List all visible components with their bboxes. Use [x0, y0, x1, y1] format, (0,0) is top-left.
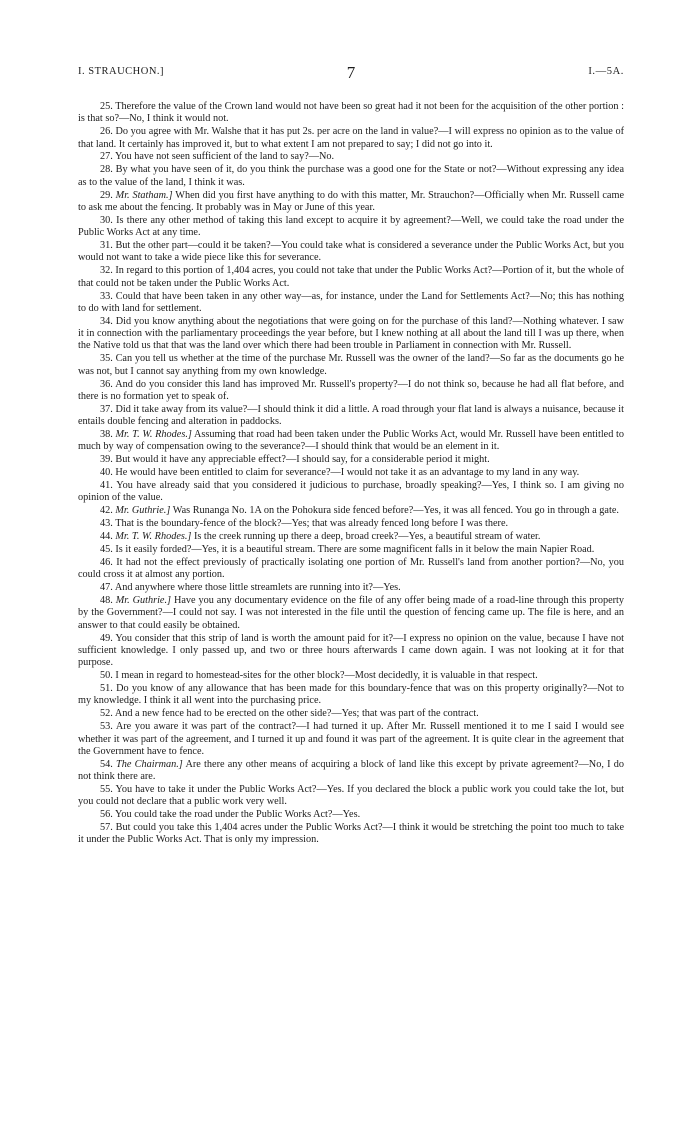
question-text: You have not seen sufficient of the land to say?—No.: [115, 151, 335, 163]
question-answer: [78, 670, 624, 682]
question-answer: [78, 151, 624, 163]
question-answer: [78, 784, 624, 809]
question-answer: [78, 190, 624, 215]
question-answer: [78, 505, 624, 517]
question-text: But the other part—could it be taken?—You could take what is considered a severance under the Public Works Act, but you would not want to take a wide piece like this for severance.: [78, 240, 624, 264]
question-text: You consider that this strip of land is worth the amount paid for it?—I express no opinion on the value, because I have not sufficient knowledge. I only passed up, and two or three hours afterwards I came down again. I was not looking at it for that purpose.: [78, 632, 624, 669]
question-text: But could you take this 1,404 acres under the Public Works Act?—I think it would be stretching the point too much to take it under the Public Works Act. That is only my impression.: [78, 822, 624, 846]
question-number: 42.: [100, 505, 113, 517]
question-answer: [78, 518, 624, 530]
page-header: [78, 63, 624, 82]
question-answer: [78, 708, 624, 720]
question-text: Do you agree with Mr. Walshe that it has put 2s. per acre on the land in value?—I will express no opinion as to the value of that land. It certainly has improved it, but to what extent I am not prepared to say; I did not go into it.: [78, 126, 624, 150]
speaker-name: Mr. T. W. Rhodes.]: [115, 429, 192, 441]
speaker-name: Mr. T. W. Rhodes.]: [115, 531, 192, 543]
question-text: Therefore the value of the Crown land would not have been so great had it not been for the acquisition of the other portion : is that so?—No, I think it would not.: [78, 101, 624, 125]
question-text: You could take the road under the Public Works Act?—Yes.: [115, 809, 361, 821]
question-number: 50.: [100, 670, 113, 682]
question-text: By what you have seen of it, do you think the purchase was a good one for the State or not?—Without expressing any idea as to the value of the land, I think it was.: [78, 164, 624, 188]
question-answer: [78, 467, 624, 479]
question-text: And anywhere where those little streamlets are running into it?—Yes.: [114, 582, 401, 594]
question-answer: [78, 101, 624, 126]
question-text: And a new fence had to be erected on the other side?—Yes; that was part of the contract.: [114, 708, 479, 720]
question-number: 41.: [100, 480, 113, 492]
question-number: 47.: [100, 582, 113, 594]
question-number: 35.: [100, 353, 113, 365]
question-text: In regard to this portion of 1,404 acres, you could not take that under the Public Works Act?—Portion of it, but the whole of that could not be taken under the Public Works Act.: [78, 265, 625, 289]
question-number: 36.: [100, 378, 113, 390]
question-answer: [78, 126, 624, 151]
question-number: 56.: [100, 809, 113, 821]
question-answer: [78, 291, 624, 316]
question-text: Do you know of any allowance that has been made for this boundary-fence that was on this property originally?—Not to my knowledge. I think it all went into the purchasing price.: [78, 683, 625, 707]
question-number: 34.: [100, 315, 113, 327]
question-answer: [78, 316, 624, 353]
question-number: 54.: [100, 758, 113, 770]
question-text: Is the creek running up there a deep, broad creek?—Yes, a beautiful stream of water.: [193, 531, 541, 543]
question-answer: [78, 759, 624, 784]
question-answer: [78, 240, 624, 265]
question-number: 28.: [100, 164, 113, 176]
question-text: Can you tell us whether at the time of the purchase Mr. Russell was the owner of the land?—So far as the documents go he was not, but I cannot say anything from my own knowledge.: [78, 353, 624, 377]
speaker-name: Mr. Statham.]: [115, 189, 173, 201]
question-number: 55.: [100, 783, 113, 795]
question-text: Are you aware it was part of the contract?—I had turned it up. After Mr. Russell mentioned it to me I said I would see whether it was part of the agreement, and I turned it up and found it was part of the agreement. It is quite clear in the agreement that the Government have to fence.: [78, 721, 625, 757]
question-number: 52.: [100, 708, 113, 720]
testimony-body: [78, 101, 624, 847]
question-number: 43.: [100, 518, 113, 530]
document-reference: I.—5A.: [588, 66, 624, 77]
speaker-name: Mr. Guthrie.]: [115, 594, 172, 606]
question-number: 37.: [100, 403, 113, 415]
question-number: 48.: [100, 594, 113, 606]
question-number: 46.: [100, 556, 113, 568]
question-answer: [78, 557, 624, 582]
question-number: 53.: [100, 721, 113, 733]
question-text: Have you any documentary evidence on the file of any offer being made of a road-line through this property by the Government?—I could not say. I was not interested in the file until the question of fencing came up. The file is here, and an answer to that could easily be obtained.: [78, 594, 625, 631]
question-answer: [78, 721, 624, 758]
question-text: You have to take it under the Public Works Act?—Yes. If you declared the block a public work you could take the lot, but you could not declare that a public work very well.: [78, 783, 625, 808]
question-answer: [78, 683, 624, 708]
question-number: 33.: [100, 290, 113, 302]
question-answer: [78, 633, 624, 670]
question-text: When did you first have anything to do with this matter, Mr. Strauchon?—Officially when Mr. Russell came to ask me about the fencing. It probably was in May or June of this year.: [78, 189, 624, 213]
question-text: Did you know anything about the negotiations that were going on for the purchase of this land?—Nothing whatever. I saw it in connection with the parliamentary proceedings the year before, but I knew nothing at all about the land till I was up there, when the Native told us that that was the land over which there had been trouble in Parliament in connection with Mr. Russell.: [78, 315, 624, 352]
question-text: He would have been entitled to claim for severance?—I would not take it as an advantage to my land in any way.: [115, 467, 580, 479]
question-number: 29.: [100, 189, 113, 201]
witness-name: I. STRAUCHON.]: [78, 66, 165, 77]
question-answer: [78, 809, 624, 821]
question-answer: [78, 531, 624, 543]
question-text: And do you consider this land has improved Mr. Russell's property?—I do not think so, because he had all flat before, and there is no formation yet to speak of.: [78, 378, 624, 402]
question-answer: [78, 822, 624, 847]
question-text: Did it take away from its value?—I should think it did a little. A road through your flat land is always a nuisance, because it entails double fencing and alteration in paddocks.: [78, 403, 624, 428]
speaker-name: The Chairman.]: [116, 758, 183, 770]
question-answer: [78, 480, 624, 505]
question-answer: [78, 379, 624, 404]
question-text: Are there any other means of acquiring a block of land like this except by private agreement?—No, I do not think there are.: [78, 758, 625, 783]
question-number: 26.: [100, 126, 113, 138]
question-answer: [78, 582, 624, 594]
question-number: 30.: [100, 214, 113, 226]
question-answer: [78, 215, 624, 240]
question-number: 31.: [100, 240, 113, 252]
question-answer: [78, 404, 624, 429]
question-text: That is the boundary-fence of the block?—Yes; that was already fenced long before I was there.: [115, 518, 509, 530]
question-text: Could that have been taken in any other way—as, for instance, under the Land for Settlements Act?—No; this has nothing to do with land for settlement.: [78, 290, 624, 314]
question-number: 45.: [100, 543, 113, 555]
question-text: But would it have any appreciable effect?—I should say, for a considerable period it might.: [115, 454, 490, 466]
question-text: Is it easily forded?—Yes, it is a beautiful stream. There are some magnificent falls in it below the main Napier Road.: [115, 543, 595, 555]
question-answer: [78, 164, 624, 189]
question-number: 44.: [100, 531, 113, 543]
question-answer: [78, 353, 624, 378]
page-number: 7: [346, 63, 356, 82]
question-text: It had not the effect previously of practically isolating one portion of Mr. Russell's land from another portion?—No, you could cross it at almost any portion.: [78, 556, 625, 581]
question-number: 40.: [100, 467, 113, 479]
question-answer: [78, 544, 624, 556]
question-answer: [78, 265, 624, 290]
question-text: I mean in regard to homestead-sites for the other block?—Most decidedly, it is valuable in that respect.: [115, 670, 538, 682]
question-text: Was Runanga No. 1A on the Pohokura side fenced before?—Yes, it was all fenced. You go in through a gate.: [172, 505, 619, 517]
question-answer: [78, 595, 624, 632]
speaker-name: Mr. Guthrie.]: [115, 505, 171, 517]
question-number: 27.: [100, 151, 113, 163]
question-number: 32.: [100, 265, 113, 277]
question-number: 57.: [100, 822, 113, 834]
question-number: 39.: [100, 454, 113, 466]
question-number: 38.: [100, 429, 113, 441]
question-answer: [78, 429, 624, 454]
question-text: Is there any other method of taking this land except to acquire it by agreement?—Well, we could take the road under the Public Works Act at any time.: [78, 214, 625, 239]
question-text: Assuming that road had been taken under the Public Works Act, would Mr. Russell have been entitled to much by way of compensation owing to the severance?—I should think that would be an element in it.: [78, 429, 625, 453]
question-answer: [78, 454, 624, 466]
question-text: You have already said that you considered it judicious to purchase, broadly speaking?—Yes, I think so. I am giving no opinion of the value.: [78, 480, 624, 504]
question-number: 25.: [100, 101, 113, 112]
question-number: 49.: [100, 632, 113, 644]
question-number: 51.: [100, 683, 113, 695]
